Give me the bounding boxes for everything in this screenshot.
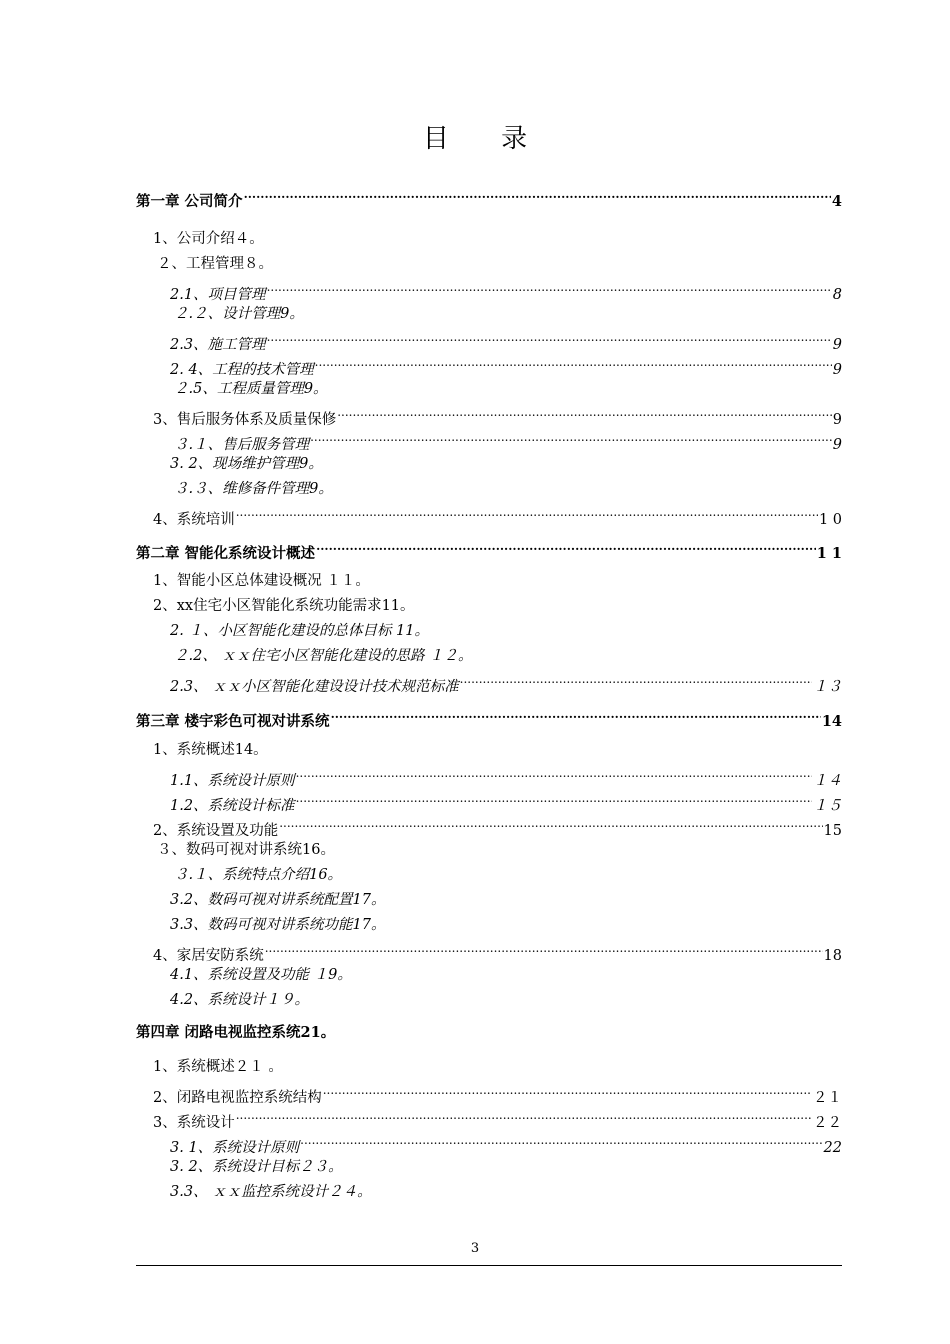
toc-entry-title: ２.2、 ｘｘ住宅小区智能化建设的思路 １２。	[174, 648, 473, 664]
toc-entry[interactable]	[153, 815, 842, 839]
toc-entry-title: 1、系统概述14。	[153, 742, 268, 758]
toc-entry-title: ２.２、设计管理9。	[174, 306, 304, 322]
toc-entry-page: 9	[832, 362, 842, 378]
dot-leader	[337, 404, 832, 424]
toc-entry-title: 3.3、数码可视对讲系统功能17。	[170, 917, 386, 933]
toc-entry-title: 4、系统培训	[153, 512, 235, 528]
toc-entry[interactable]	[170, 454, 842, 474]
toc-entry-title: ３.１、系统特点介绍16。	[174, 867, 343, 883]
toc-entry-page: 9	[832, 437, 842, 453]
toc-entry-title: 4、家居安防系统	[153, 948, 264, 964]
toc-entry[interactable]	[174, 646, 842, 666]
toc-entry-title: ２、工程管理８。	[157, 256, 273, 272]
toc-entry[interactable]	[153, 596, 842, 616]
toc-entry-page: 4	[831, 193, 842, 210]
toc-entry-title: ３、数码可视对讲系统16。	[157, 842, 335, 858]
toc-entry[interactable]	[170, 790, 842, 814]
toc-entry-page: １５	[813, 798, 842, 814]
dot-leader	[310, 429, 832, 449]
dot-leader	[279, 815, 822, 835]
toc-entry-title: 2.3、施工管理	[170, 337, 266, 353]
dot-leader	[331, 706, 821, 726]
toc-entry-title: ３.３、维修备件管理9。	[174, 481, 333, 497]
toc-entry[interactable]	[174, 479, 842, 499]
toc-entry[interactable]	[157, 840, 842, 860]
toc-entry-title: 2、闭路电视监控系统结构	[153, 1090, 322, 1106]
dot-leader	[296, 765, 812, 785]
toc-entry-title: 1、智能小区总体建设概况 １１。	[153, 573, 370, 589]
toc-entry[interactable]	[153, 571, 842, 591]
toc-entry[interactable]	[153, 1057, 842, 1077]
toc-entry-title: 2. １、小区智能化建设的总体目标 11。	[170, 623, 430, 639]
toc-entry[interactable]	[170, 1132, 842, 1156]
toc-entry[interactable]	[170, 354, 842, 378]
toc-chapter-entry[interactable]	[136, 1023, 842, 1043]
toc-entry-page: １３	[813, 679, 842, 695]
toc-entry-page: 14	[821, 713, 842, 730]
toc-entry-page: 8	[832, 287, 842, 303]
toc-entry-title: 2. 4、工程的技术管理	[170, 362, 314, 378]
toc-entry-title: 3.2、数码可视对讲系统配置17。	[170, 892, 386, 908]
toc-entry-page: ２２	[813, 1115, 842, 1131]
toc-entry-title: 4.1、系统设置及功能 １9。	[170, 967, 352, 983]
toc-entry[interactable]	[170, 990, 842, 1010]
toc-entry[interactable]	[153, 229, 842, 249]
toc-chapter-entry[interactable]	[136, 706, 842, 730]
dot-leader	[316, 538, 816, 558]
dot-leader	[460, 671, 812, 691]
toc-entry[interactable]	[170, 965, 842, 985]
toc-entry[interactable]	[174, 865, 842, 885]
dot-leader	[236, 504, 818, 524]
toc-entry-title: 1、公司介绍４。	[153, 231, 264, 247]
toc-entry-page: 22	[823, 1140, 842, 1156]
toc-entry-title: ２.5、工程质量管理9。	[174, 381, 328, 397]
toc-entry-title: 3. 1、系统设计原则	[170, 1140, 300, 1156]
toc-entry[interactable]	[170, 279, 842, 303]
dot-leader	[236, 1107, 812, 1127]
toc-entry-title: 3、售后服务体系及质量保修	[153, 412, 337, 428]
dot-leader	[296, 790, 812, 810]
toc-entry-page: 1 1	[816, 545, 842, 562]
toc-entry[interactable]	[153, 404, 842, 428]
toc-entry-title: 3.3、 ｘｘ监控系统设计２４。	[170, 1184, 372, 1200]
toc-entry-title: 2、系统设置及功能	[153, 823, 279, 839]
dot-leader	[267, 279, 832, 299]
toc-entry[interactable]	[170, 1157, 842, 1177]
toc-chapter-entry[interactable]	[136, 538, 842, 562]
dot-leader	[300, 1132, 822, 1152]
toc-entry[interactable]	[174, 379, 842, 399]
toc-entry-title: 3. 2、系统设计目标２３。	[170, 1159, 343, 1175]
toc-entry[interactable]	[174, 304, 842, 324]
toc-entry-page: 9	[832, 412, 842, 428]
toc-entry-page: ２１	[813, 1090, 842, 1106]
toc-entry[interactable]	[170, 765, 842, 789]
toc-entry[interactable]	[170, 329, 842, 353]
dot-leader	[267, 329, 832, 349]
toc-entry-title: ３.１、售后服务管理	[174, 437, 310, 453]
toc-entry-title: 第四章 闭路电视监控系统21。	[136, 1024, 336, 1041]
toc-entry-title: 4.2、系统设计１９。	[170, 992, 310, 1008]
toc-entry-title: 第三章 楼宇彩色可视对讲系统	[136, 713, 330, 730]
toc-entry[interactable]	[153, 1082, 842, 1106]
toc-entry-page: 15	[823, 823, 842, 839]
toc-entry-page: 9	[832, 337, 842, 353]
toc-entry-page: 18	[823, 948, 842, 964]
toc-entry[interactable]	[153, 504, 842, 528]
page-number: 3	[470, 1241, 480, 1256]
footer-rule	[136, 1265, 842, 1266]
toc-entry-title: 第一章 公司简介	[136, 193, 243, 210]
toc-chapter-entry[interactable]	[136, 186, 842, 210]
toc-entry-title: 第二章 智能化系统设计概述	[136, 545, 316, 562]
toc-entry-title: 2.1、项目管理	[170, 287, 266, 303]
toc-entry[interactable]	[170, 671, 842, 695]
toc-entry[interactable]	[170, 621, 842, 641]
toc-entry[interactable]	[170, 1182, 842, 1202]
dot-leader	[265, 940, 823, 960]
toc-entry-page: 1 0	[818, 512, 842, 528]
dot-leader	[315, 354, 832, 374]
toc-entry-title: 3. 2、现场维护管理9。	[170, 456, 323, 472]
toc-entry-title: 2.3、 ｘｘ小区智能化建设设计技术规范标准	[170, 679, 459, 695]
toc-entry-title: 2、xx住宅小区智能化系统功能需求11。	[153, 598, 415, 614]
toc-entry[interactable]	[174, 429, 842, 453]
toc-entry[interactable]	[157, 254, 842, 274]
toc-entry[interactable]	[153, 740, 842, 760]
toc-entry[interactable]	[170, 915, 842, 935]
toc-entry[interactable]	[153, 940, 842, 964]
toc-entry[interactable]	[170, 890, 842, 910]
toc-entry-title: 3、系统设计	[153, 1115, 235, 1131]
toc-entry-title: 1、系统概述２１ 。	[153, 1059, 283, 1075]
toc-entry-title: 1.2、系统设计标准	[170, 798, 295, 814]
toc-entry-title: 1.1、系统设计原则	[170, 773, 295, 789]
toc-entry-page: １４	[813, 773, 842, 789]
toc-entry[interactable]	[153, 1107, 842, 1131]
dot-leader	[323, 1082, 812, 1102]
toc-title: 目 录	[422, 124, 550, 154]
dot-leader	[244, 186, 831, 206]
